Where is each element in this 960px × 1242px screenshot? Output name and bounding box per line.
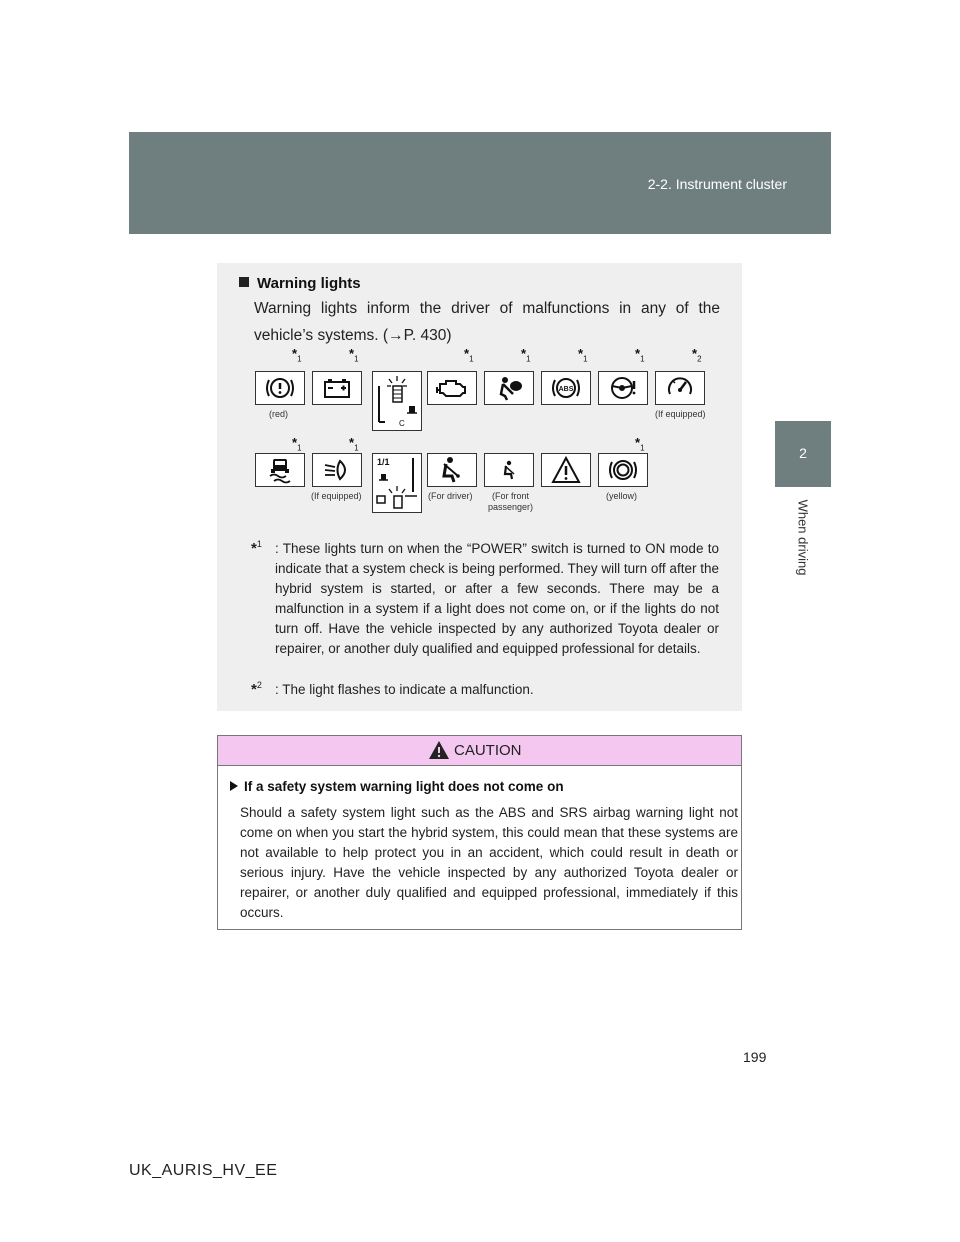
footnote-marker: $*_1$ [349, 346, 359, 364]
footnote-1: *$^1$ : These lights turn on when the “POWER” switch is turned to ON mode to indicate that a system check is being performed. They will turn off after the hybrid system is started, or after a few seconds. There may be a malfunction in a system if a light does not come on, or if the lights do not turn off. Have the vehicle inspected by any authorized Toyota dealer or repairer, or another duly qualified and equipped professional for details. [251, 539, 719, 656]
footnote-marker: $*_1$ [349, 435, 359, 453]
power-steering-icon [598, 371, 648, 405]
document-code: UK_AURIS_HV_EE [129, 1162, 278, 1179]
cruise-control-icon [655, 371, 705, 405]
footnote-marker: $*_2$ [692, 346, 702, 364]
section-title: 2-2. Instrument cluster [647, 176, 787, 192]
caution-triangle-icon [428, 740, 450, 760]
caution-title: If a safety system warning light does not come on [230, 779, 564, 794]
caution-box [217, 735, 742, 930]
caption-yellow: (yellow) [606, 491, 638, 501]
engine-check-icon [427, 371, 477, 405]
caution-label: CAUTION [454, 742, 522, 759]
chapter-number: 2 [799, 445, 807, 461]
caption-for-front-passenger: (For front passenger) [488, 491, 534, 512]
headlight-leveling-icon [312, 453, 362, 487]
triangle-bullet-icon [230, 781, 238, 791]
footnote-marker: $*_1$ [292, 346, 302, 364]
driver-seatbelt-icon [427, 453, 477, 487]
footnote-2: *$^2$ : The light flashes to indicate a malfunction. [251, 680, 534, 698]
svg-text:C: C [399, 419, 405, 428]
brake-warning-icon [255, 371, 305, 405]
passenger-seatbelt-icon [484, 453, 534, 487]
caption-if-equipped: (If equipped) [655, 409, 706, 419]
slip-indicator-icon [255, 453, 305, 487]
caption-red: (red) [269, 409, 289, 419]
srs-airbag-icon [484, 371, 534, 405]
warning-lights-panel [217, 263, 742, 711]
caption-if-equipped: (If equipped) [311, 491, 362, 501]
warning-lights-description: Warning lights inform the driver of malfunctions in any of the vehicle’s systems. (→P. 430) [254, 300, 720, 344]
footnote-marker: $*_1$ [521, 346, 531, 364]
chapter-label: When driving [795, 499, 811, 576]
square-bullet-icon [239, 277, 249, 287]
fuel-level-icon [372, 371, 422, 431]
footnote-marker: $*_1$ [292, 435, 302, 453]
svg-text:1/1: 1/1 [377, 457, 390, 467]
page-number: 199 [743, 1049, 767, 1065]
footnote-marker: $*_1$ [578, 346, 588, 364]
footnote-marker: $*_1$ [635, 435, 645, 453]
charging-system-icon [312, 371, 362, 405]
caution-text: Should a safety system light such as the ABS and SRS airbag warning light not come on when you start the hybrid system, this could mean that these systems are not available to help protect you in an accident, which could result in death or serious injury. Have the vehicle inspected by any authorized Toyota dealer or repairer, or another duly qualified and equipped professional, immediately if this occurs. [240, 805, 738, 920]
footnote-marker: $*_1$ [635, 346, 645, 364]
footnote-marker: $*_1$ [464, 346, 474, 364]
caution-header [218, 736, 741, 766]
master-warning-icon [541, 453, 591, 487]
section-header [129, 132, 831, 234]
svg-text:ABS: ABS [558, 386, 574, 393]
warning-lights-heading: Warning lights [239, 275, 361, 292]
caption-for-driver: (For driver) [428, 491, 473, 501]
abs-icon [541, 371, 591, 405]
brake-yellow-icon [598, 453, 648, 487]
fuel-door-icon [372, 453, 422, 513]
chapter-tab [775, 421, 831, 487]
